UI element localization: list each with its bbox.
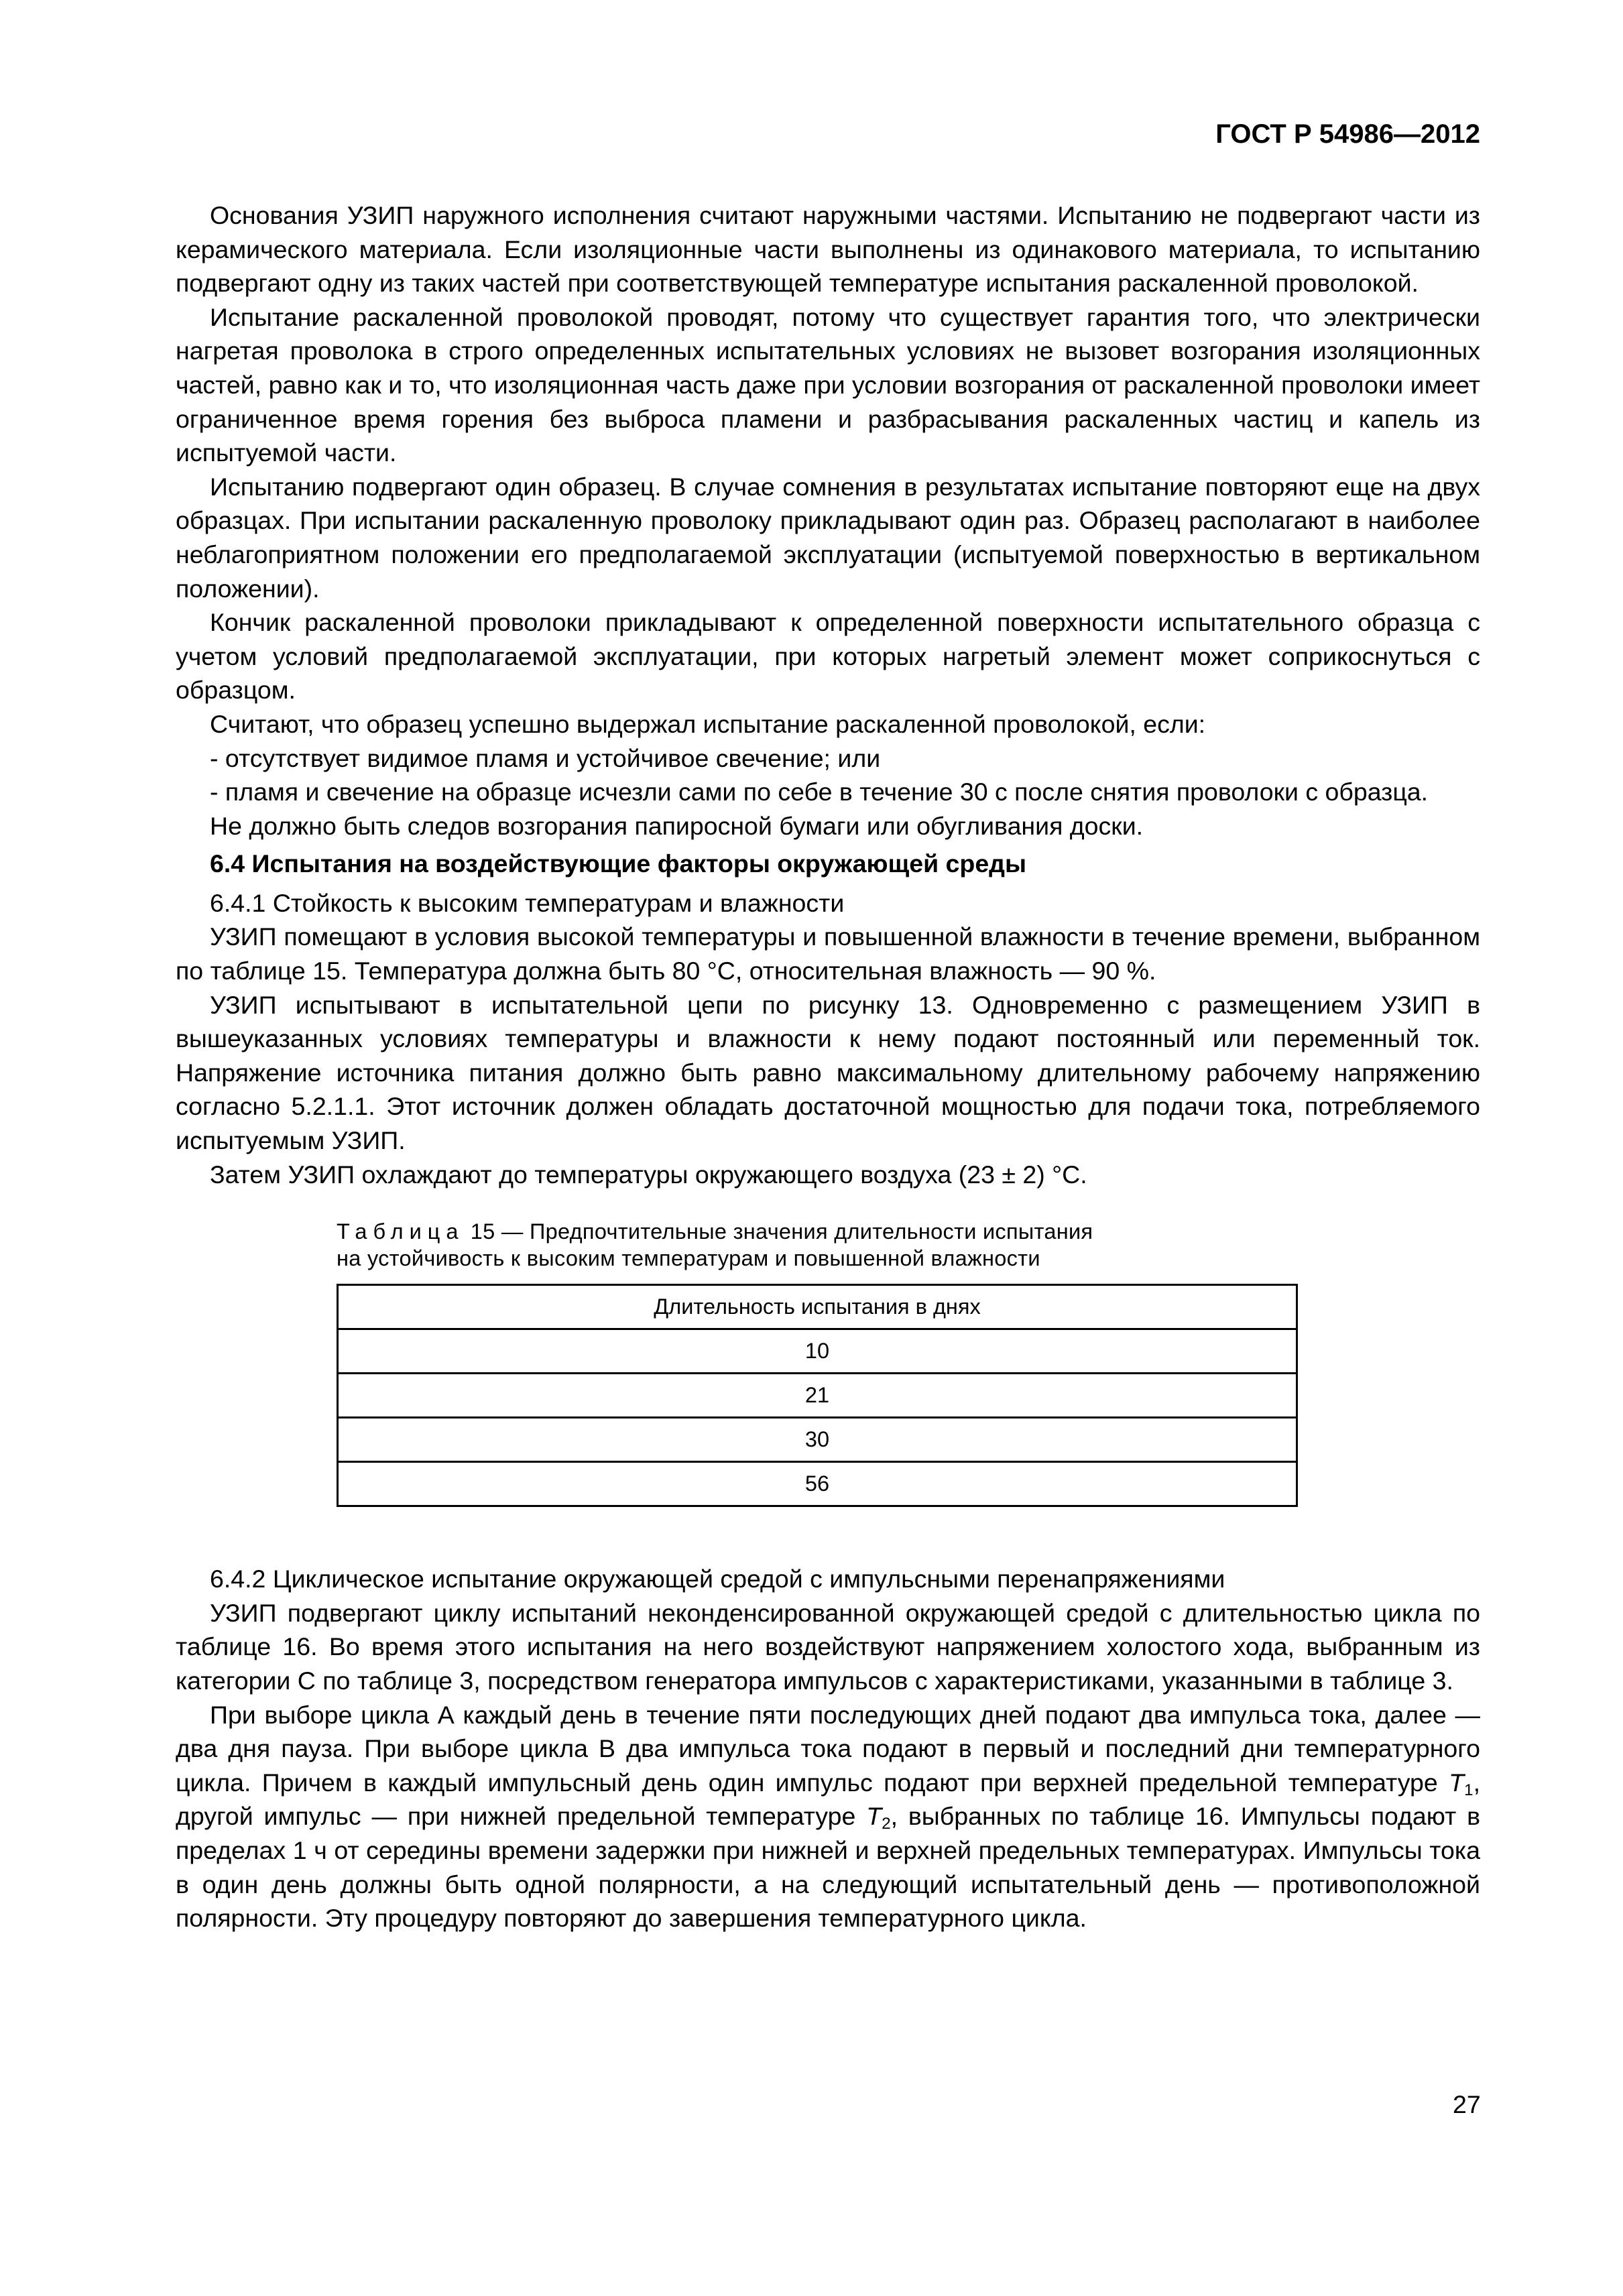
paragraph-glow-wire-rationale: Испытание раскаленной проволокой проводят, потому что существует гарантия того, что электрически нагретая проволока в строго определенных испытательных условиях не вызовет возгорания изоляционных частей, равно как и то, что изоляционная часть даже при условии возгорания от раскаленной проволоки имеет ограниченное время горения без выброса пламени и разбрасывания раскаленных частиц и капель из испытуемой части. — [176, 302, 1480, 467]
paragraph-external-parts: Основания УЗИП наружного исполнения считают наружными частями. Испытанию не подвергают части из керамического материала. Если изоляционные части выполнены из одинакового материала, то испытанию подвергают одну из таких частей при соответствующей температуре испытания раскаленной проволокой. — [176, 201, 1480, 298]
document-body — [176, 198, 1480, 1935]
document-standard-id: ГОСТ Р 54986—2012 — [1215, 119, 1480, 149]
paragraph-cyclic-test: УЗИП подвергают циклу испытаний неконденсированной окружающей средой с длительностью цикла по таблице 16. Во время этого испытания на него воздействуют напряжением холостого хода, выбранным из категории С по таблице 3, посредством генератора импульсов с характеристиками, указанными в таблице 3. — [176, 1598, 1480, 1695]
criteria-item-flame-extinguished: - пламя и свечение на образце исчезли сами по себе в течение 30 с после снятия проволоки с образца. — [210, 778, 1429, 806]
page-number: 27 — [1453, 2090, 1481, 2118]
paragraph-test-circuit: УЗИП испытывают в испытательной цепи по рисунку 13. Одновременно с размещением УЗИП в вышеуказанных условиях температуры и влажности к нему подают постоянный или переменный ток. Напряжение источника питания должно быть равно максимальному длительному рабочему напряжению согласно 5.2.1.1. Этот источник должен обладать достаточной мощностью для подачи тока, потребляемого испытуемым УЗИП. — [176, 990, 1480, 1155]
table-row — [338, 1418, 1297, 1462]
table-caption-line1: 15 — Предпочтительные значения длительности испытания — [464, 1219, 1093, 1244]
subscript-1: 1 — [1464, 1780, 1474, 1799]
table-column-header: Длительность испытания в днях — [338, 1285, 1297, 1329]
table-cell: 21 — [338, 1374, 1297, 1418]
table-row — [338, 1462, 1297, 1506]
subsection-heading-6-4-1: 6.4.1 Стойкость к высоким температурам и влажности — [210, 888, 845, 917]
table-caption-line2: на устойчивость к высоким температурам и повышенной влажности — [337, 1246, 1040, 1271]
criteria-item-no-flame: - отсутствует видимое пламя и устойчивое свечение; или — [210, 743, 881, 772]
subsection-heading-6-4-2: 6.4.2 Циклическое испытание окружающей средой с импульсными перенапряжениями — [210, 1565, 1225, 1593]
table-15 — [337, 1284, 1298, 1507]
text-run: , другой импульс — при нижней предельной температуре — [176, 1768, 1480, 1831]
paragraph-cycle-selection — [176, 1698, 1480, 1935]
symbol-t1: T — [1449, 1768, 1465, 1797]
table-row — [338, 1374, 1297, 1418]
paragraph-pass-criteria-intro: Считают, что образец успешно выдержал испытание раскаленной проволокой, если: — [210, 709, 1206, 738]
subscript-2: 2 — [882, 1815, 891, 1833]
table-15-caption — [337, 1218, 1480, 1272]
paragraph-sample-count: Испытанию подвергают один образец. В случае сомнения в результатах испытание повторяют еще на двух образцах. При испытании раскаленную проволоку прикладывают один раз. Образец располагают в наиболее неблагоприятном положении его предполагаемой эксплуатации (испытуемой поверхностью в вертикальном положении). — [176, 472, 1480, 603]
paragraph-humidity-conditions: УЗИП помещают в условия высокой температуры и повышенной влажности в течение времени, выбранном по таблице 15. Температура должна быть 80 °С, относительная влажность — 90 %. — [176, 922, 1480, 985]
table-row — [338, 1329, 1297, 1374]
paragraph-wire-tip-application: Кончик раскаленной проволоки прикладывают к определенной поверхности испытательного образца с учетом условий предполагаемой эксплуатации, при которых нагретый элемент может соприкоснуться с образцом. — [176, 608, 1480, 705]
table-label: Таблица — [337, 1219, 465, 1244]
criteria-item-no-ignition-traces: Не должно быть следов возгорания папиросной бумаги или обугливания доски. — [210, 811, 1144, 840]
table-cell: 30 — [338, 1418, 1297, 1462]
spacer — [176, 1507, 1480, 1562]
table-cell: 10 — [338, 1329, 1297, 1374]
text-run: , выбранных по таблице 16. Импульсы подают в пределах 1 ч от середины времени задержки при нижней и верхней предельных температурах. Импульсы тока в один день должны быть одной полярности, а на следующий испытательный день — противоположной полярности. Эту процедуру повторяют до завершения температурного цикла. — [176, 1802, 1480, 1933]
symbol-t2: T — [866, 1802, 882, 1831]
paragraph-cooling: Затем УЗИП охлаждают до температуры окружающего воздуха (23 ± 2) °С. — [210, 1160, 1087, 1189]
section-heading-6-4: 6.4 Испытания на воздействующие факторы окружающей среды — [210, 849, 1026, 878]
text-run: При выборе цикла А каждый день в течение пяти последующих дней подают два импульса тока, далее — два дня пауза. При выборе цикла В два импульса тока подают в первый и последний дни температурного цикла. Причем в каждый импульсный день один импульс подают при верхней предельной температуре — [176, 1700, 1480, 1797]
table-cell: 56 — [338, 1462, 1297, 1506]
